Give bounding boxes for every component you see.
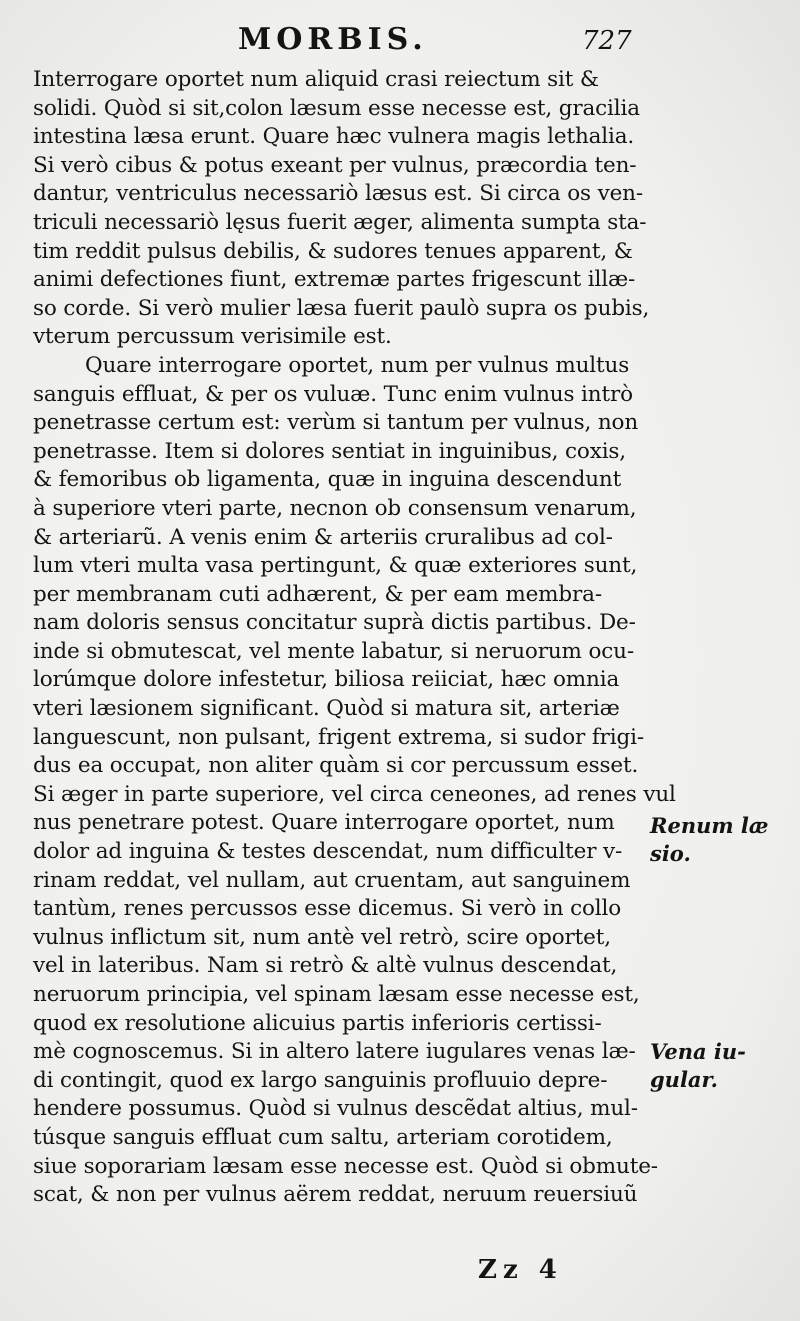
- text-line: rinam reddat, vel nullam, aut cruentam, aut sanguinem: [33, 867, 631, 893]
- text-line: mè cognoscemus. Si in altero latere iugulares venas læ-: [33, 1039, 636, 1065]
- running-title: MORBIS.: [238, 22, 428, 57]
- text-line: scat, & non per vulnus aërem reddat, neruum reuersiuũ: [33, 1182, 638, 1208]
- text-line: sanguis effluat, & per os vuluæ. Tunc enim vulnus intrò: [33, 381, 633, 407]
- text-line: neruorum principia, vel spinam læsam esse necesse est,: [33, 982, 640, 1007]
- text-line: animi defectiones fiunt, extremæ partes frigescunt illæ-: [33, 267, 636, 293]
- text-line: & arteriarũ. A venis enim & arteriis cruralibus ad col-: [33, 524, 613, 550]
- text-line: vterum percussum verisimile est.: [33, 324, 392, 350]
- text-line: Quare interrogare oportet, num per vulnus multus: [85, 352, 630, 378]
- text-line: túsque sanguis effluat cum saltu, arteriam corotidem,: [33, 1124, 613, 1150]
- text-line: triculi necessariò lęsus fuerit æger, alimenta sumpta sta-: [33, 209, 647, 235]
- text-line: intestina læsa erunt. Quare hæc vulnera magis lethalia.: [33, 124, 635, 150]
- text-line: hendere possumus. Quòd si vulnus descẽdat altius, mul-: [33, 1096, 638, 1122]
- text-line: languescunt, non pulsant, frigent extrema, si sudor frigi-: [33, 724, 644, 750]
- margin-note-renum: [650, 812, 768, 868]
- signature-mark: Zz 4: [478, 1255, 563, 1285]
- text-line: tantùm, renes percussos esse dicemus. Si verò in collo: [33, 896, 622, 922]
- margin-note-line: Vena iu-: [650, 1039, 746, 1064]
- text-line: Si æger in parte superiore, vel circa ceneones, ad renes vul: [33, 781, 676, 807]
- body-text: [33, 66, 676, 1210]
- text-line: penetrasse. Item si dolores sentiat in inguinibus, coxis,: [33, 438, 626, 464]
- text-line: vel in lateribus. Nam si retrò & altè vulnus descendat,: [33, 953, 618, 979]
- text-line: vteri læsionem significant. Quòd si matura sit, arteriæ: [33, 696, 620, 722]
- margin-note-line: Renum læ: [650, 813, 769, 838]
- text-line: Interrogare oportet num aliquid crasi reiectum sit &: [33, 67, 599, 92]
- text-line: di contingit, quod ex largo sanguinis profluuio depre-: [33, 1067, 608, 1093]
- text-line: Si verò cibus & potus exeant per vulnus, præcordia ten-: [33, 152, 637, 178]
- margin-note-line: gular.: [650, 1067, 718, 1092]
- text-line: solidi. Quòd si sit,colon læsum esse necesse est, gracilia: [33, 95, 640, 121]
- page-header: [0, 22, 800, 66]
- text-line: lum vteri multa vasa pertingunt, & quæ exteriores sunt,: [33, 553, 638, 579]
- text-line: nus penetrare potest. Quare interrogare oportet, num: [33, 810, 615, 836]
- text-line: quod ex resolutione alicuius partis inferioris certissi-: [33, 1010, 602, 1036]
- text-line: dolor ad inguina & testes descendat, num difficulter v-: [33, 839, 623, 865]
- text-line: penetrasse certum est: verùm si tantum per vulnus, non: [33, 410, 639, 436]
- text-line: & femoribus ob ligamenta, quæ in inguina descendunt: [33, 467, 622, 493]
- text-line: vulnus inflictum sit, num antè vel retrò, scire oportet,: [33, 924, 611, 950]
- text-line: siue soporariam læsam esse necesse est. Quòd si obmute-: [33, 1153, 658, 1179]
- text-line: dantur, ventriculus necessariò læsus est. Si circa os ven-: [33, 181, 643, 207]
- text-line: dus ea occupat, non aliter quàm si cor percussum esset.: [33, 753, 639, 779]
- text-line: lorúmque dolore infestetur, biliosa reiiciat, hæc omnia: [33, 667, 620, 693]
- text-line: inde si obmutescat, vel mente labatur, si neruorum ocu-: [33, 638, 634, 664]
- text-line: à superiore vteri parte, necnon ob consensum venarum,: [33, 495, 637, 521]
- text-line: per membranam cuti adhærent, & per eam membra-: [33, 581, 602, 607]
- text-line: tim reddit pulsus debilis, & sudores tenues apparent, &: [33, 238, 633, 264]
- text-line: nam doloris sensus concitatur suprà dictis partibus. De-: [33, 610, 636, 636]
- margin-note-vena: [650, 1038, 746, 1094]
- page-number: 727: [582, 26, 632, 56]
- margin-note-line: sio.: [650, 841, 691, 866]
- text-line: so corde. Si verò mulier læsa fuerit paulò supra os pubis,: [33, 295, 650, 321]
